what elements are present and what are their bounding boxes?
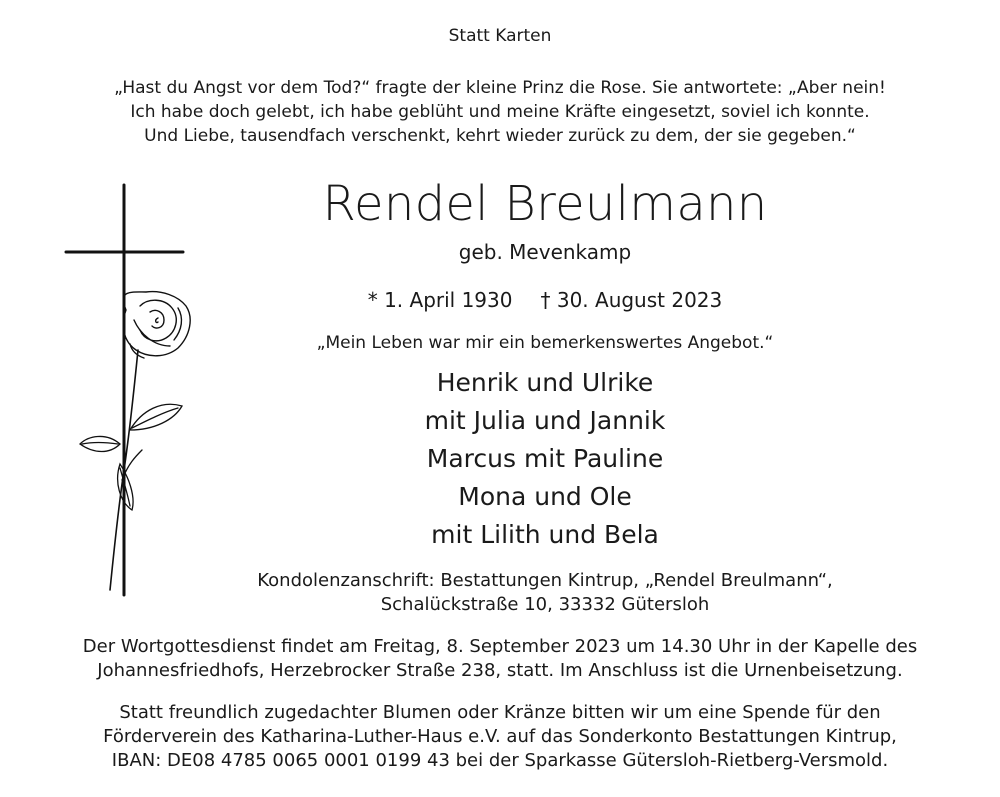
donation-line-1: Statt freundlich zugedachter Blumen oder Kränze bitten wir um eine Spende für den: [119, 702, 881, 723]
family-line-2: mit Julia und Jannik: [424, 406, 666, 435]
family-line-4: Mona und Ole: [458, 482, 632, 511]
donation-line-3: IBAN: DE08 4785 0065 0001 0199 43 bei der Sparkasse Gütersloh-Rietberg-Versmold.: [111, 750, 889, 771]
deceased-name: Rendel Breulmann: [322, 176, 768, 232]
poem-line-3: Und Liebe, tausendfach verschenkt, kehrt wieder zurück zu dem, der sie gegeben.“: [144, 126, 856, 146]
header-statt-karten: Statt Karten: [448, 26, 552, 46]
death-date: † 30. August 2023: [540, 288, 723, 312]
service-line-2: Johannesfriedhofs, Herzebrocker Straße 238, statt. Im Anschluss ist die Urnenbeisetzung.: [97, 660, 903, 681]
donation-line-2: Förderverein des Katharina-Luther-Haus e.V. auf das Sonderkonto Bestattungen Kintrup,: [103, 726, 897, 747]
quote: „Mein Leben war mir ein bemerkenswertes Angebot.“: [316, 333, 774, 353]
poem-line-1: „Hast du Angst vor dem Tod?“ fragte der kleine Prinz die Rose. Sie antwortete: „Aber nein!: [114, 78, 886, 98]
birth-date: * 1. April 1930: [367, 288, 513, 312]
condolence-line-2: Schalückstraße 10, 33332 Gütersloh: [380, 594, 710, 615]
family-line-3: Marcus mit Pauline: [426, 444, 664, 473]
life-dates: [90, 288, 1000, 312]
birth-name: geb. Mevenkamp: [458, 240, 632, 264]
service-line-1: Der Wortgottesdienst findet am Freitag, 8. September 2023 um 14.30 Uhr in der Kapelle des: [82, 636, 918, 657]
condolence-line-1: Kondolenzanschrift: Bestattungen Kintrup, „Rendel Breulmann“,: [257, 570, 833, 591]
family-line-5: mit Lilith und Bela: [431, 520, 659, 549]
family-line-1: Henrik und Ulrike: [436, 368, 654, 397]
poem-line-2: Ich habe doch gelebt, ich habe geblüht und meine Kräfte eingesetzt, soviel ich konnte.: [130, 102, 870, 122]
